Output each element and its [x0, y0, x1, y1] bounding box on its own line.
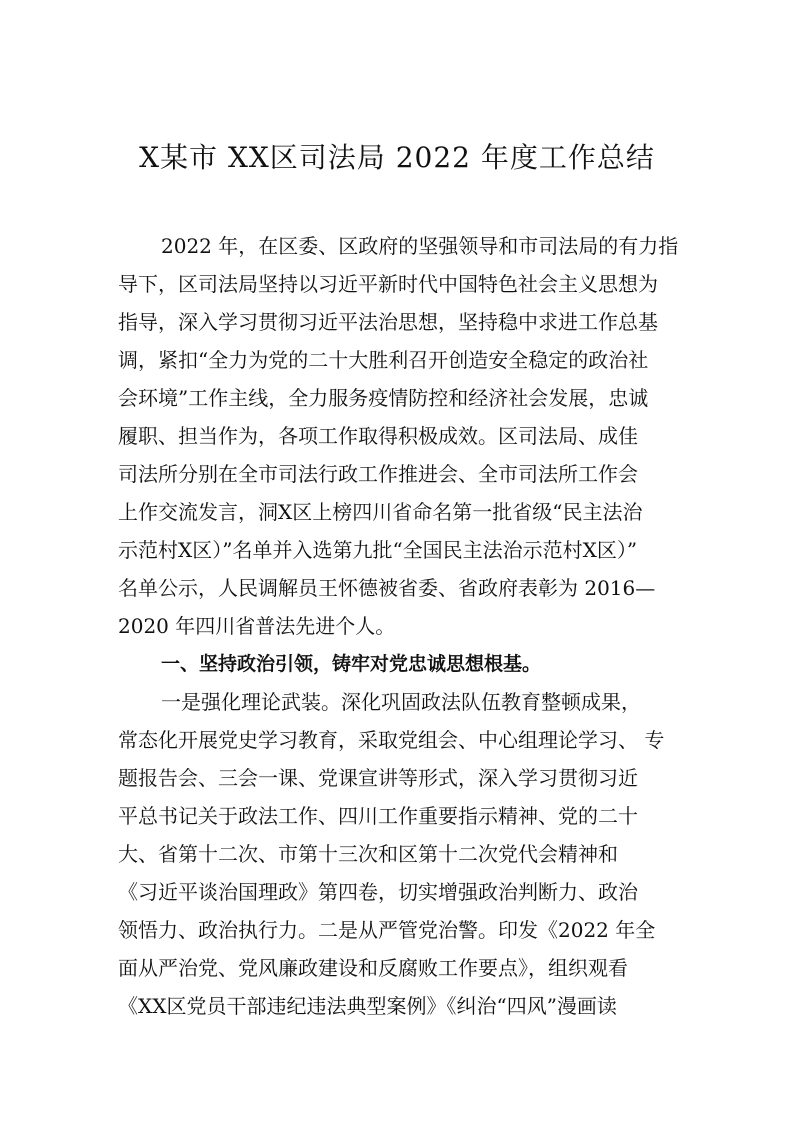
paragraph-line: 《XX区党员干部违纪违法典型案例》《纠治“四风”漫画读: [118, 994, 617, 1018]
paragraph-line: 题报告会、三会一课、党课宣讲等形式，深入学习贯彻习近: [118, 766, 638, 790]
paragraph-line: 2020 年四川省普法先进个人。: [118, 614, 396, 638]
paragraph-line: 履职、担当作为，各项工作取得积极成效。区司法局、成佳: [118, 424, 638, 448]
paragraph-line: 导下，区司法局坚持以习近平新时代中国特色社会主义思想为: [118, 272, 658, 296]
paragraph-line: 上作交流发言，洞X区上榜四川省命名第一批省级“民主法治: [118, 500, 643, 524]
document-title: X某市 XX区司法局 2022 年度工作总结: [139, 141, 655, 174]
section-heading: 一、坚持政治引领，铸牢对党忠诚思想根基。: [161, 653, 542, 675]
paragraph-line: 一是强化理论武装。深化巩固政法队伍教育整顿成果，: [161, 690, 641, 714]
paragraph-line: 大、省第十二次、市第十三次和区第十二次党代会精神和: [118, 842, 618, 866]
paragraph-line: 名单公示，人民调解员王怀德被省委、省政府表彰为 2016—: [118, 576, 656, 600]
paragraph-line: 领悟力、政治执行力。二是从严管党治警。印发《2022 年全: [118, 918, 656, 942]
paragraph-line: 平总书记关于政法工作、四川工作重要指示精神、党的二十: [118, 804, 638, 828]
paragraph-line: 面从严治党、党风廉政建设和反腐败工作要点》，组织观看: [118, 956, 628, 980]
paragraph-line: 会环境”工作主线，全力服务疫情防控和经济社会发展，忠诚: [118, 386, 649, 410]
paragraph-line: 2022 年，在区委、区政府的坚强领导和市司法局的有力指: [161, 234, 679, 258]
paragraph-line: 《习近平谈治国理政》第四卷，切实增强政治判断力、政治: [118, 880, 638, 904]
paragraph-line: 示范村X区）”名单并入选第九批“全国民主法治示范村X区）”: [118, 538, 638, 562]
paragraph-line: 指导，深入学习贯彻习近平法治思想，坚持稳中求进工作总基: [118, 310, 658, 334]
paragraph-line: 司法所分别在全市司法行政工作推进会、全市司法所工作会: [118, 462, 638, 486]
paragraph-line: 常态化开展党史学习教育，采取党组会、中心组理论学习、 专: [118, 728, 665, 752]
paragraph-line: 调，紧扣“全力为党的二十大胜利召开创造安全稳定的政治社: [118, 348, 649, 372]
